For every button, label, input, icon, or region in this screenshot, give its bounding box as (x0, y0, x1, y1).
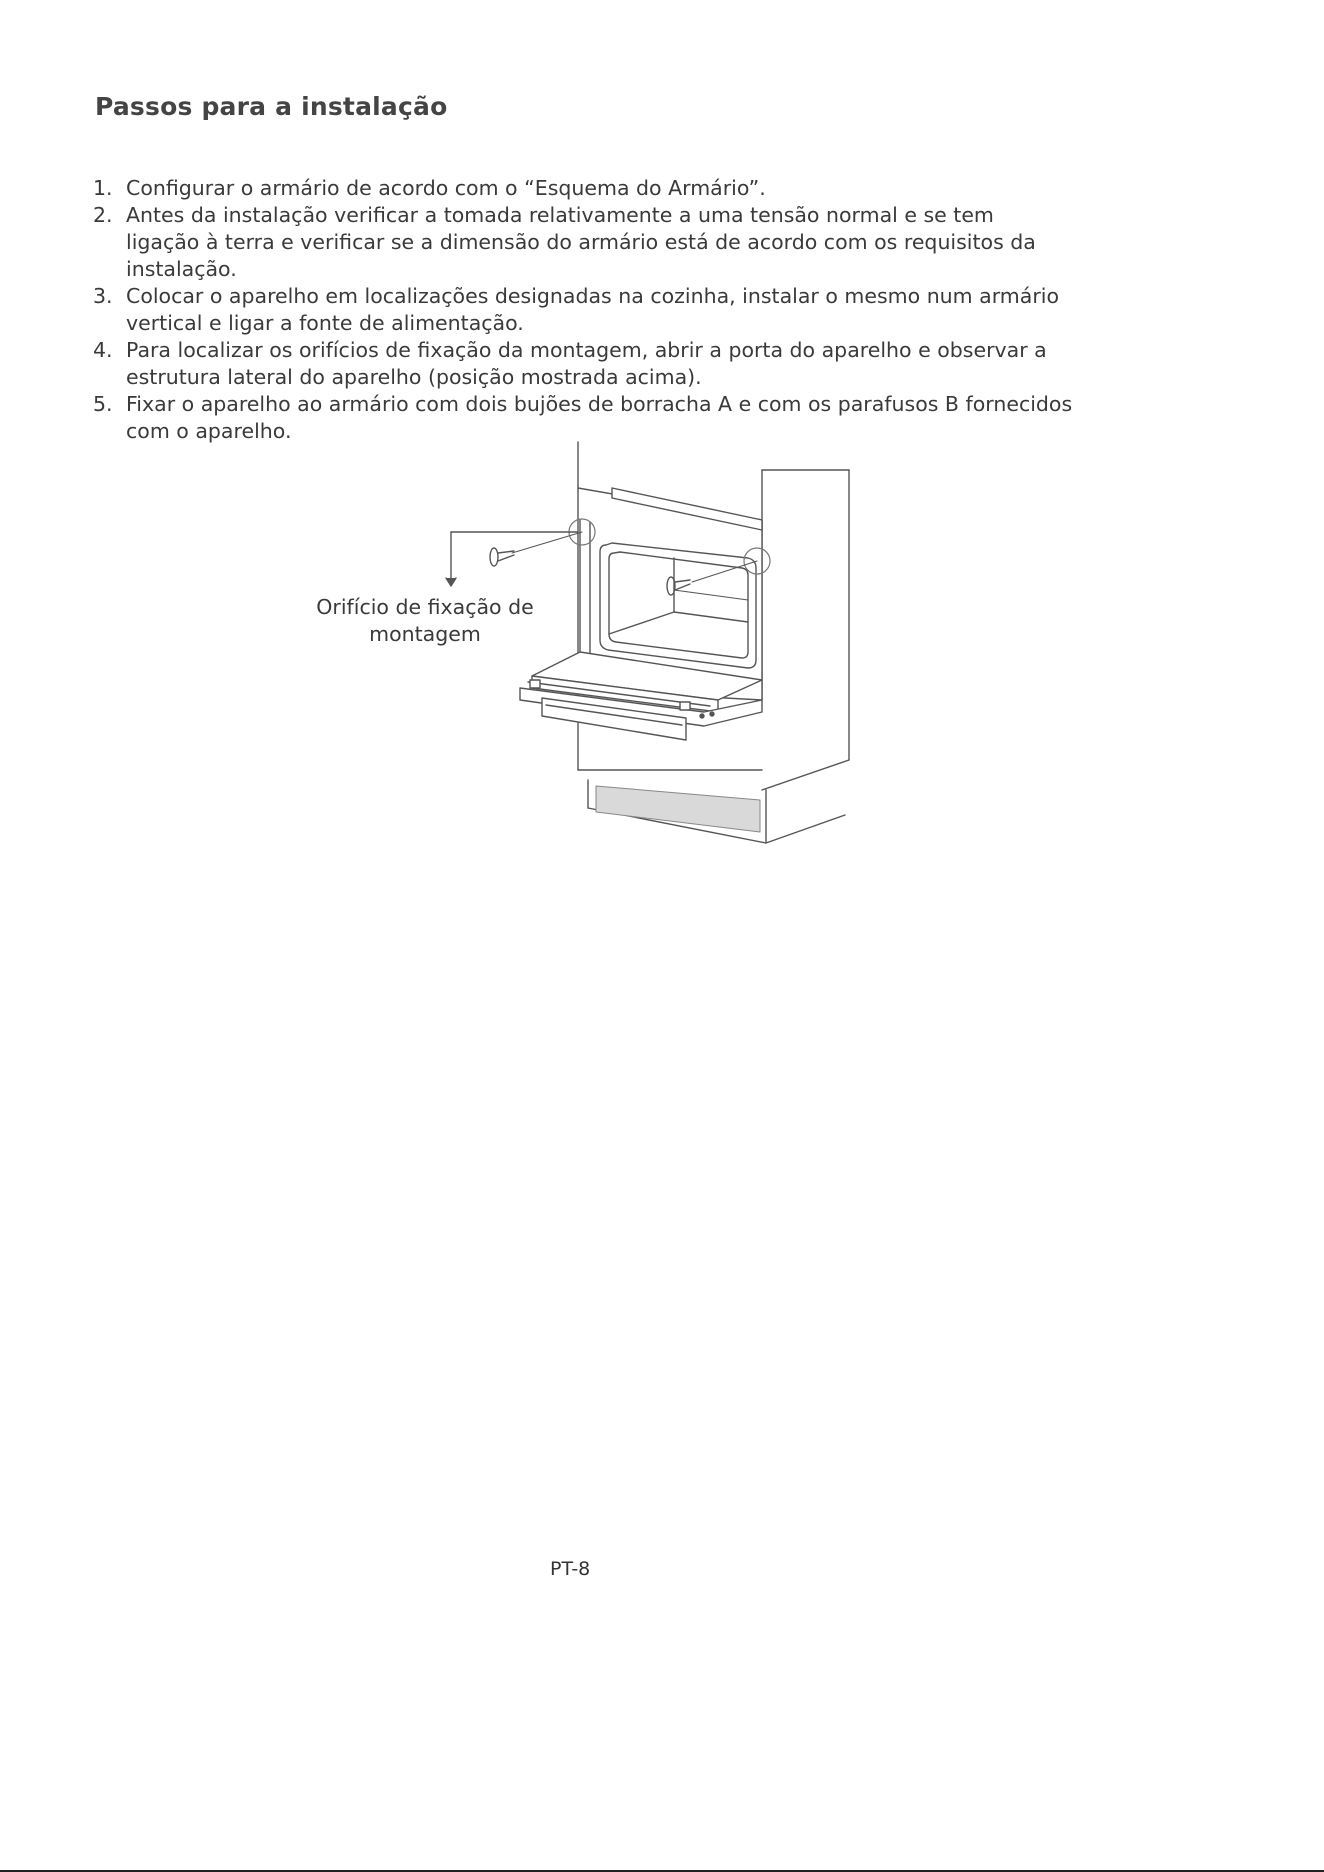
installation-steps-list (93, 175, 1073, 445)
step-text: Fixar o aparelho ao armário com dois bujões de borracha A e com os parafusos B fornecidos com o aparelho. (126, 392, 1073, 443)
step-item (93, 337, 1073, 391)
step-item (93, 175, 1073, 202)
page-number: PT-8 (550, 1558, 591, 1580)
step-text: Antes da instalação verificar a tomada relativamente a uma tensão normal e se tem ligação à terra e verificar se a dimensão do armário está de acordo com os requisitos da instalação. (126, 203, 1036, 281)
step-text: Colocar o aparelho em localizações designadas na cozinha, instalar o mesmo num armário vertical e ligar a fonte de alimentação. (126, 284, 1059, 335)
mounting-hole-label: Orifício de fixação de montagem (316, 595, 534, 646)
step-number: 5. (93, 392, 113, 416)
step-item (93, 202, 1073, 283)
step-text: Para localizar os orifícios de fixação da montagem, abrir a porta do aparelho e observar a estrutura lateral do aparelho (posição mostrada acima). (126, 338, 1047, 389)
step-number: 2. (93, 203, 113, 227)
step-text: Configurar o armário de acordo com o “Esquema do Armário”. (126, 176, 766, 200)
step-number: 3. (93, 284, 113, 308)
step-number: 4. (93, 338, 113, 362)
step-number: 1. (93, 176, 113, 200)
step-item (93, 283, 1073, 337)
page-title: Passos para a instalação (95, 92, 448, 121)
